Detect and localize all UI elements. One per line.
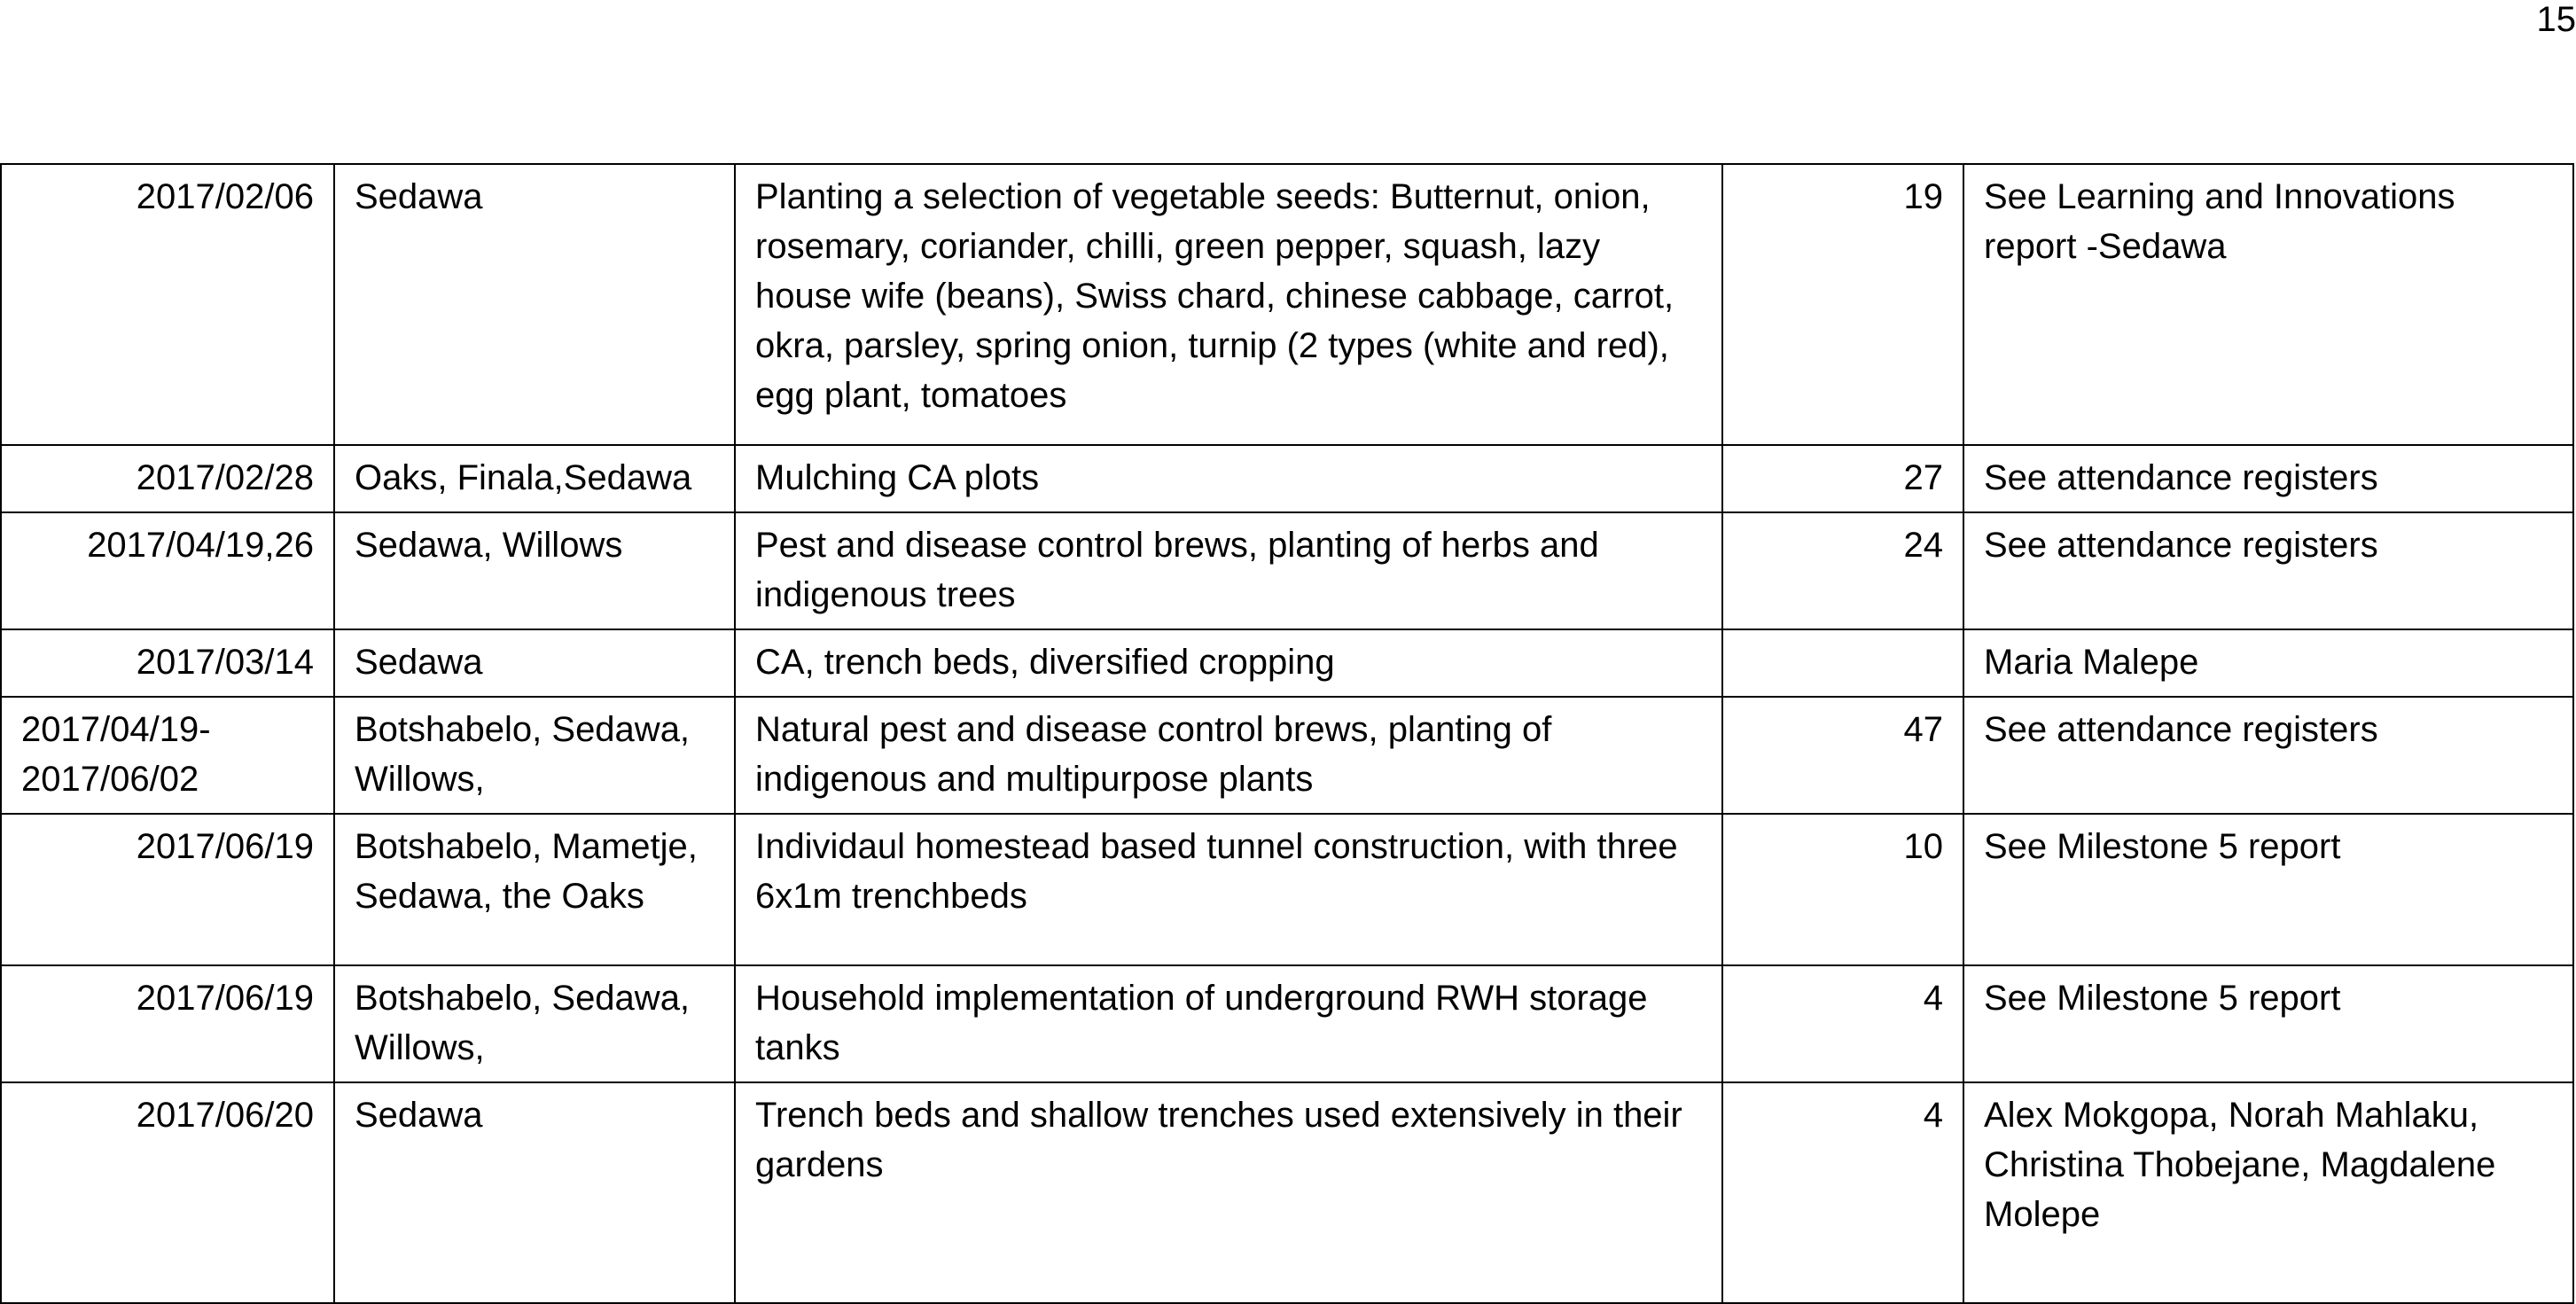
- evidence-cell: See Milestone 5 report: [1963, 965, 2573, 1082]
- participants-cell: 27: [1722, 445, 1963, 512]
- evidence-cell: See attendance registers: [1963, 512, 2573, 629]
- date-cell: 2017/04/19,26: [1, 512, 334, 629]
- site-cell: Sedawa: [334, 164, 735, 445]
- evidence-cell: See Milestone 5 report: [1963, 814, 2573, 965]
- evidence-cell: Maria Malepe: [1963, 629, 2573, 697]
- evidence-cell: Alex Mokgopa, Norah Mahlaku, Christina Thobejane, Magdalene Molepe: [1963, 1082, 2573, 1303]
- participants-cell: [1722, 629, 1963, 697]
- table-row: [1, 512, 2573, 629]
- activity-cell: Pest and disease control brews, planting of herbs and indigenous trees: [735, 512, 1722, 629]
- page-number: 15: [2537, 2, 2576, 37]
- activity-cell: Trench beds and shallow trenches used extensively in their gardens: [735, 1082, 1722, 1303]
- date-cell: 2017/02/06: [1, 164, 334, 445]
- date-cell: 2017/04/19- 2017/06/02: [1, 697, 334, 814]
- participants-cell: 47: [1722, 697, 1963, 814]
- evidence-cell: See attendance registers: [1963, 445, 2573, 512]
- participants-cell: 24: [1722, 512, 1963, 629]
- site-cell: Sedawa: [334, 1082, 735, 1303]
- table-row: [1, 445, 2573, 512]
- table-row: [1, 164, 2573, 445]
- site-cell: Botshabelo, Mametje, Sedawa, the Oaks: [334, 814, 735, 965]
- participants-cell: 19: [1722, 164, 1963, 445]
- date-cell: 2017/03/14: [1, 629, 334, 697]
- participants-cell: 4: [1722, 1082, 1963, 1303]
- table-row: [1, 814, 2573, 965]
- site-cell: Botshabelo, Sedawa, Willows,: [334, 697, 735, 814]
- evidence-cell: See Learning and Innovations report -Sedawa: [1963, 164, 2573, 445]
- activity-cell: Mulching CA plots: [735, 445, 1722, 512]
- activity-cell: Planting a selection of vegetable seeds: Butternut, onion, rosemary, coriander, chilli, green pepper, squash, lazy house wife (beans), Swiss chard, chinese cabbage, carrot, okra, parsley, spring onion, turnip (2 types (white and red), egg plant, tomatoes: [735, 164, 1722, 445]
- activity-cell: Household implementation of underground RWH storage tanks: [735, 965, 1722, 1082]
- date-cell: 2017/06/20: [1, 1082, 334, 1303]
- date-cell: 2017/02/28: [1, 445, 334, 512]
- site-cell: Sedawa, Willows: [334, 512, 735, 629]
- date-cell: 2017/06/19: [1, 814, 334, 965]
- evidence-cell: See attendance registers: [1963, 697, 2573, 814]
- table-row: [1, 697, 2573, 814]
- site-cell: Oaks, Finala,Sedawa: [334, 445, 735, 512]
- table-row: [1, 629, 2573, 697]
- site-cell: Sedawa: [334, 629, 735, 697]
- activity-cell: CA, trench beds, diversified cropping: [735, 629, 1722, 697]
- activity-cell: Individaul homestead based tunnel construction, with three 6x1m trenchbeds: [735, 814, 1722, 965]
- activity-cell: Natural pest and disease control brews, planting of indigenous and multipurpose plants: [735, 697, 1722, 814]
- participants-cell: 10: [1722, 814, 1963, 965]
- activity-table: [0, 163, 2574, 1304]
- date-cell: 2017/06/19: [1, 965, 334, 1082]
- table-row: [1, 965, 2573, 1082]
- participants-cell: 4: [1722, 965, 1963, 1082]
- site-cell: Botshabelo, Sedawa, Willows,: [334, 965, 735, 1082]
